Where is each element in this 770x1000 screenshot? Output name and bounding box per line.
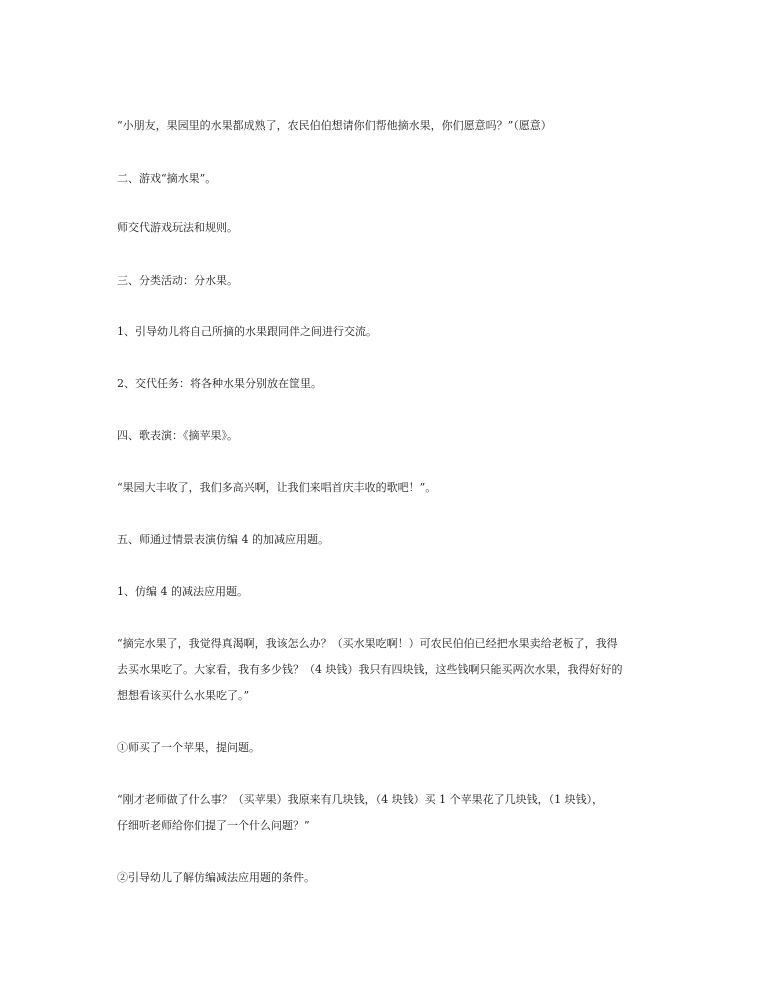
paragraph-step-2: ②引导幼儿了解仿编减法应用题的条件。 (117, 871, 315, 884)
paragraph-question-line-2: 仔细听老师给你们提了一个什么问题？” (117, 819, 310, 832)
section-heading-song: 四、歌表演：《摘苹果》。 (117, 429, 238, 442)
paragraph-question-line-1: “刚才老师做了什么事？（买苹果）我原来有几块钱，（4 块钱）买 1 个苹果花了几块钱，（1 块钱）， (117, 793, 604, 806)
paragraph-story-line-2: 去买水果吃了。大家看，我有多少钱？（4 块钱）我只有四块钱，这些钱啊只能买两次水果，我得好好的 (117, 663, 623, 676)
paragraph-step-1: ①师买了一个苹果，提问题。 (117, 741, 260, 754)
paragraph-intro-quote: “小朋友，果园里的水果都成熟了，农民伯伯想请你们帮他摘水果，你们愿意吗？”（愿意） (117, 119, 552, 132)
paragraph-game-rules: 师交代游戏玩法和规则。 (117, 221, 238, 234)
paragraph-song-quote: “果园大丰收了，我们多高兴啊，让我们来唱首庆丰收的歌吧！”。 (117, 481, 437, 494)
paragraph-classify-step-2: 2、交代任务：将各种水果分别放在筐里。 (117, 377, 322, 390)
section-heading-word-problems: 五、师通过情景表演仿编 4 的加减应用题。 (117, 533, 329, 546)
paragraph-subtraction-heading: 1、仿编 4 的减法应用题。 (117, 585, 248, 598)
section-heading-game: 二、游戏“摘水果”。 (117, 172, 217, 185)
section-heading-classify: 三、分类活动：分水果。 (117, 274, 238, 287)
paragraph-story-line-3: 想想看该买什么水果吃了。” (117, 689, 250, 702)
paragraph-story-line-1: “摘完水果了，我觉得真渴啊，我该怎么办？（买水果吃啊！）可农民伯伯已经把水果卖给老板了，我得 (117, 637, 618, 650)
paragraph-classify-step-1: 1、引导幼儿将自己所摘的水果跟同伴之间进行交流。 (117, 325, 377, 338)
